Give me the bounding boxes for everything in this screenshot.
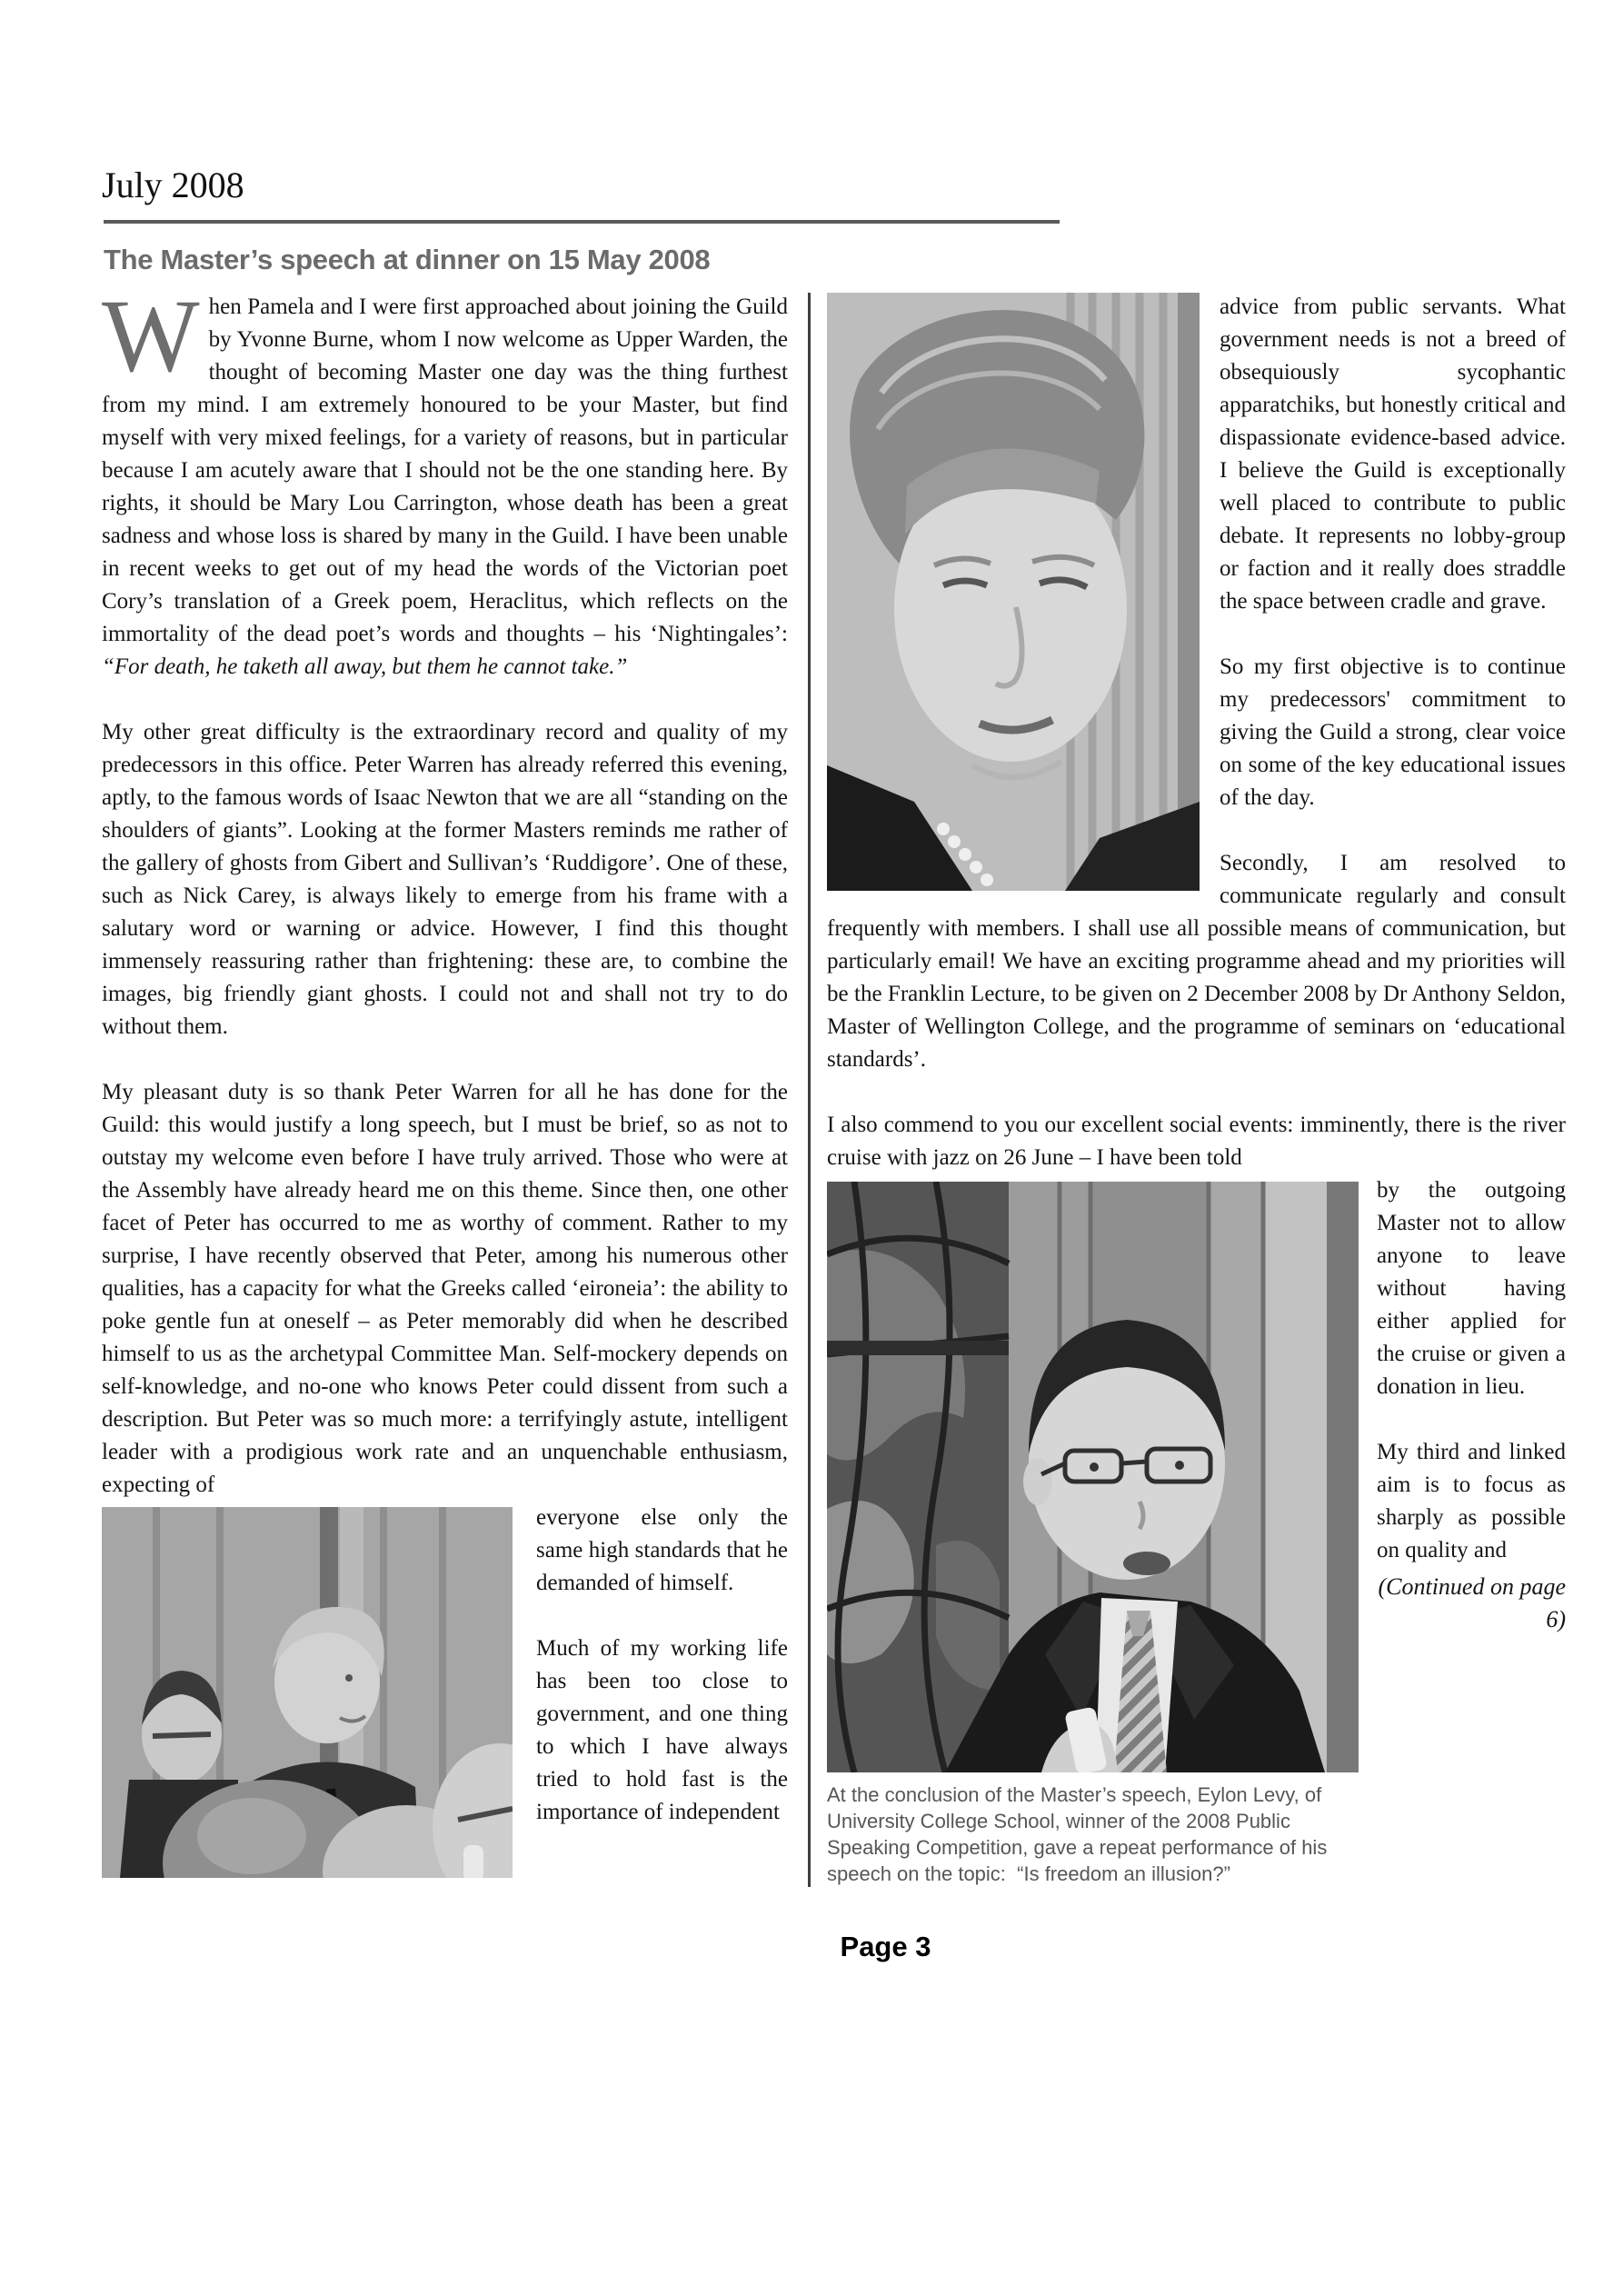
drop-cap: W (102, 278, 200, 394)
paragraph: My other great difficulty is the extraordinary record and quality of my predecessors in this office. Peter Warren has already referred this evening, aptly, to the famous words of Isaac Newton that we are all “standing on the shoulders of giants”. Looking at the former Masters reminds me rather of the gallery of ghosts from Gibert and Sullivan’s ‘Ruddigore’. One of these, such as Nick Carey, is always likely to emerge from his frame with a salutary word or warning or advice. However, I find this thought immensely reassuring rather than frightening: these are, to combine the images, big friendly giant ghosts. I could not and shall not try to do without them. (102, 720, 788, 1039)
issue-date: July 2008 (102, 165, 244, 205)
photo-audience (102, 1507, 513, 1878)
paragraph: by the outgoing Master not to allow anyone to leave without having either applied for the cruise or given a donation in lieu. (1377, 1178, 1566, 1399)
continued-text: (Continued on page 6) (1378, 1573, 1566, 1632)
paragraph: Much of my working life has been too close to government, and one thing to which I have always tried to hold fast is the importance of independent (536, 1636, 788, 1824)
paragraph: Secondly, I am resolved to communicate regularly and consult frequently with members. I shall use all possible means of communication, but particularly email! We have an exciting programme ahead and my priorities will be the Franklin Lecture, to be given on 2 December 2008 by Dr Anthony Seldon, Master of Wellington College, and the programme of seminars on ‘educational standards’. (827, 851, 1566, 1072)
figure-eylon (827, 1182, 1359, 1887)
article-title: The Master’s speech at dinner on 15 May 2008 (104, 244, 711, 275)
paragraph: advice from public servants. What government needs is not a breed of obsequiously sycophantic apparatchiks, but honestly critical and dispassionate evidence-based advice. I believe the Guild is exceptionally well placed to contribute to public debate. It represents no lobby-group or faction and it really does straddle the space between cradle and grave. (1220, 294, 1566, 614)
paragraph-opening (102, 278, 788, 684)
paragraph: My pleasant duty is so thank Peter Warren for all he has done for the Guild: this would justify a long speech, but I must be brief, so as not to outstay my welcome even before I have truly arrived. Those who were at the Assembly have already heard me on this theme. Since then, one other facet of Peter has occurred to me as worthy of comment. Rather to my surprise, I have recently observed that Peter, among his numerous other qualities, has a capacity for what the Greeks called ‘eironeia’: the ability to poke gentle fun at oneself – as Peter memorably did when he described himself to us as the archetypal Committee Man. Self-mockery depends on self-knowledge, and no-one who knows Peter could dissent from such a description. But Peter was so much more: a terrifyingly astute, intelligent leader with a prodigious work rate and an unquenchable enthusiasm, expecting of (102, 1080, 788, 1497)
paragraph-text: hen Pamela and I were first approached about joining the Guild by Yvonne Burne, whom I now welcome as Upper Warden, the thought of becoming Master one day was the thing furthest from my mind. I am extremely honoured to be your Master, but find myself with very mixed feelings, for a variety of reasons, but in particular because I am acutely aware that I should not be the one standing here. By rights, it should be Mary Lou Carrington, whose death has been a great sadness and whose loss is shared by many in the Guild. I have been unable in recent weeks to get out of my head the words of the Victorian poet Cory’s translation of a Greek poem, Heraclitus, which reflects on the immortality of the dead poet’s words and thoughts – his ‘Nightingales’: (102, 294, 788, 646)
paragraph: So my first objective is to continue my predecessors' commitment to giving the Guild a strong, clear voice on some of the key educational issues of the day. (1220, 654, 1566, 810)
paragraph: everyone else only the same high standards that he demanded of himself. (536, 1505, 788, 1595)
paragraph: My third and linked aim is to focus as sharply as possible on quality and (1377, 1440, 1566, 1562)
poem-quote: “For death, he taketh all away, but them he cannot take.” (102, 654, 628, 679)
photo-wrap-section (102, 1502, 788, 1878)
header-rule (104, 220, 1060, 224)
photo-caption: At the conclusion of the Master’s speech, Eylon Levy, of University College School, winner of the 2008 Public Speaking Competition, gave a repeat performance of his speech on the topic: “Is freedom an illusion?” (827, 1783, 1328, 1885)
left-column (102, 278, 788, 1887)
column-divider (808, 293, 811, 1887)
photo-woman-portrait (827, 293, 1200, 891)
photo-eylon-levy (827, 1182, 1359, 1772)
page-number: Page 3 (840, 1931, 931, 1962)
right-column (827, 291, 1566, 1887)
article-columns (102, 278, 1566, 1887)
paragraph: I also commend to you our excellent social events: imminently, there is the river cruise with jazz on 26 June – I have been told (827, 1113, 1566, 1170)
